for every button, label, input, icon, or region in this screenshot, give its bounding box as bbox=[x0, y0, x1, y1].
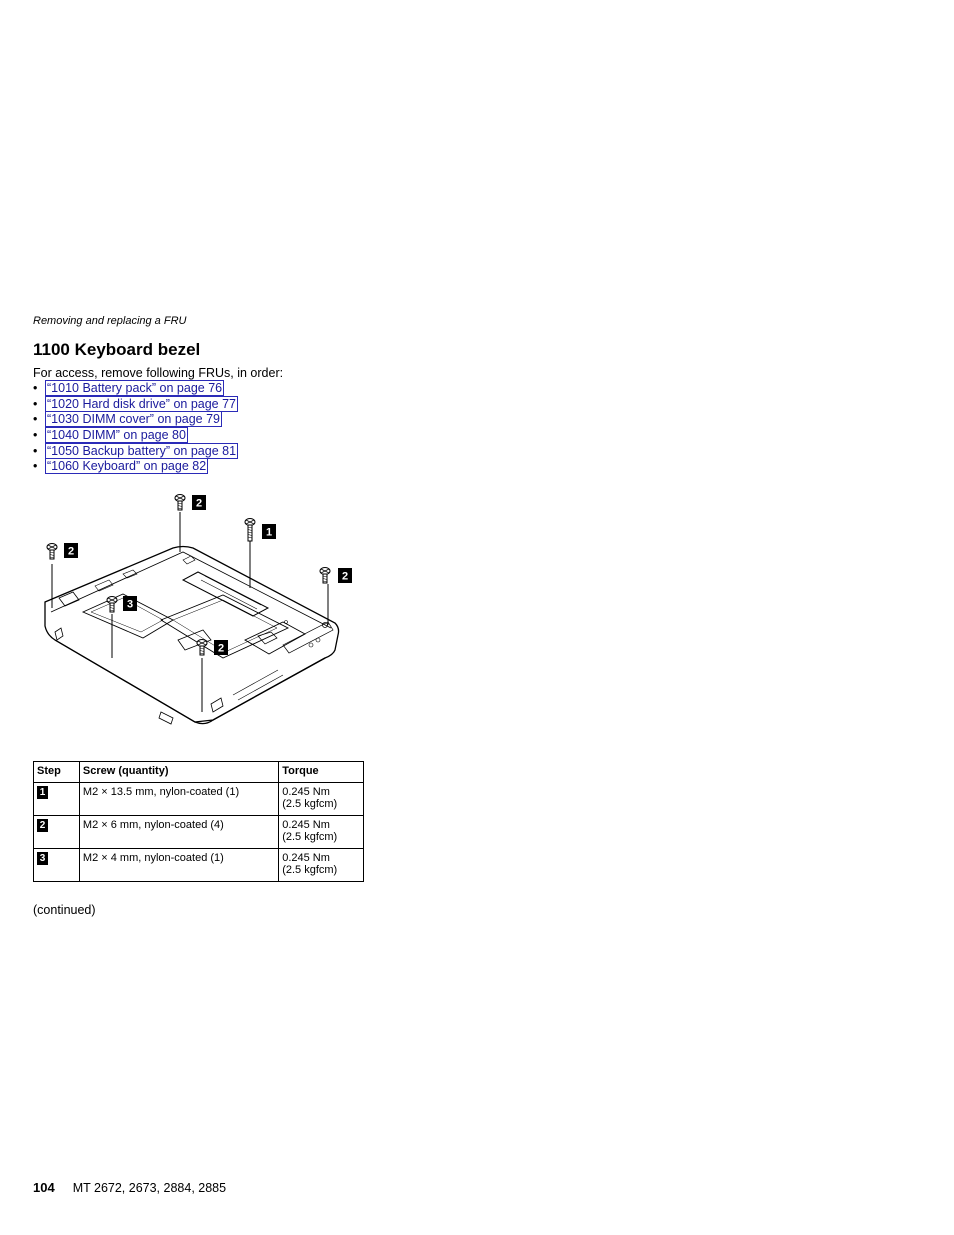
list-item bbox=[33, 412, 238, 428]
screw-cell: M2 × 6 mm, nylon-coated (4) bbox=[79, 816, 278, 849]
column-header: Step bbox=[34, 762, 80, 783]
section-title: 1100 Keyboard bezel bbox=[33, 340, 201, 359]
torque-nm: 0.245 Nm bbox=[282, 786, 330, 798]
table-row bbox=[34, 849, 364, 882]
fru-link-list bbox=[33, 381, 238, 475]
list-item bbox=[33, 459, 238, 475]
callout-label: 3 bbox=[126, 598, 134, 611]
table-row bbox=[34, 783, 364, 816]
torque-nm: 0.245 Nm bbox=[282, 819, 330, 831]
bullet-icon: • bbox=[33, 396, 38, 411]
step-callout: 3 bbox=[37, 852, 48, 865]
page-number: 104 bbox=[33, 1180, 55, 1195]
torque-cell bbox=[279, 783, 364, 816]
page-footer bbox=[33, 1180, 226, 1195]
running-header: Removing and replacing a FRU bbox=[33, 315, 187, 327]
screw-cell: M2 × 13.5 mm, nylon-coated (1) bbox=[79, 783, 278, 816]
callout-label: 2 bbox=[195, 497, 203, 510]
list-item bbox=[33, 444, 238, 460]
torque-cell bbox=[279, 849, 364, 882]
screw-table bbox=[33, 761, 364, 882]
step-callout: 2 bbox=[37, 819, 48, 832]
callout-label: 2 bbox=[217, 642, 225, 655]
screw-cell: M2 × 4 mm, nylon-coated (1) bbox=[79, 849, 278, 882]
torque-cell bbox=[279, 816, 364, 849]
link-dimm-cover[interactable]: “1030 DIMM cover” on page 79 bbox=[47, 412, 221, 427]
torque-kgf: (2.5 kgfcm) bbox=[282, 864, 338, 876]
laptop-bottom-illustration bbox=[33, 490, 373, 745]
callout-label: 1 bbox=[265, 526, 273, 539]
bullet-icon: • bbox=[33, 428, 38, 443]
callout-label: 2 bbox=[67, 545, 75, 558]
bullet-icon: • bbox=[33, 459, 38, 474]
link-dimm[interactable]: “1040 DIMM” on page 80 bbox=[47, 428, 186, 443]
step-callout: 1 bbox=[37, 786, 48, 799]
column-header: Screw (quantity) bbox=[79, 762, 278, 783]
callout-label: 2 bbox=[341, 570, 349, 583]
link-hard-disk-drive[interactable]: “1020 Hard disk drive” on page 77 bbox=[47, 396, 237, 411]
machine-types: MT 2672, 2673, 2884, 2885 bbox=[72, 1181, 227, 1195]
bullet-icon: • bbox=[33, 381, 38, 395]
list-item bbox=[33, 428, 238, 444]
list-item bbox=[33, 397, 238, 413]
torque-nm: 0.245 Nm bbox=[282, 852, 330, 864]
table-header-row bbox=[34, 762, 364, 783]
link-keyboard[interactable]: “1060 Keyboard” on page 82 bbox=[47, 459, 207, 474]
bullet-icon: • bbox=[33, 443, 38, 458]
bullet-icon: • bbox=[33, 412, 38, 427]
torque-kgf: (2.5 kgfcm) bbox=[282, 831, 338, 843]
column-header: Torque bbox=[279, 762, 364, 783]
intro-text: For access, remove following FRUs, in order: bbox=[33, 366, 284, 380]
continued-note: (continued) bbox=[33, 903, 96, 917]
link-battery-pack[interactable]: “1010 Battery pack” on page 76 bbox=[47, 381, 223, 395]
link-backup-battery[interactable]: “1050 Backup battery” on page 81 bbox=[47, 443, 237, 458]
table-row bbox=[34, 816, 364, 849]
list-item bbox=[33, 381, 238, 397]
torque-kgf: (2.5 kgfcm) bbox=[282, 798, 338, 810]
